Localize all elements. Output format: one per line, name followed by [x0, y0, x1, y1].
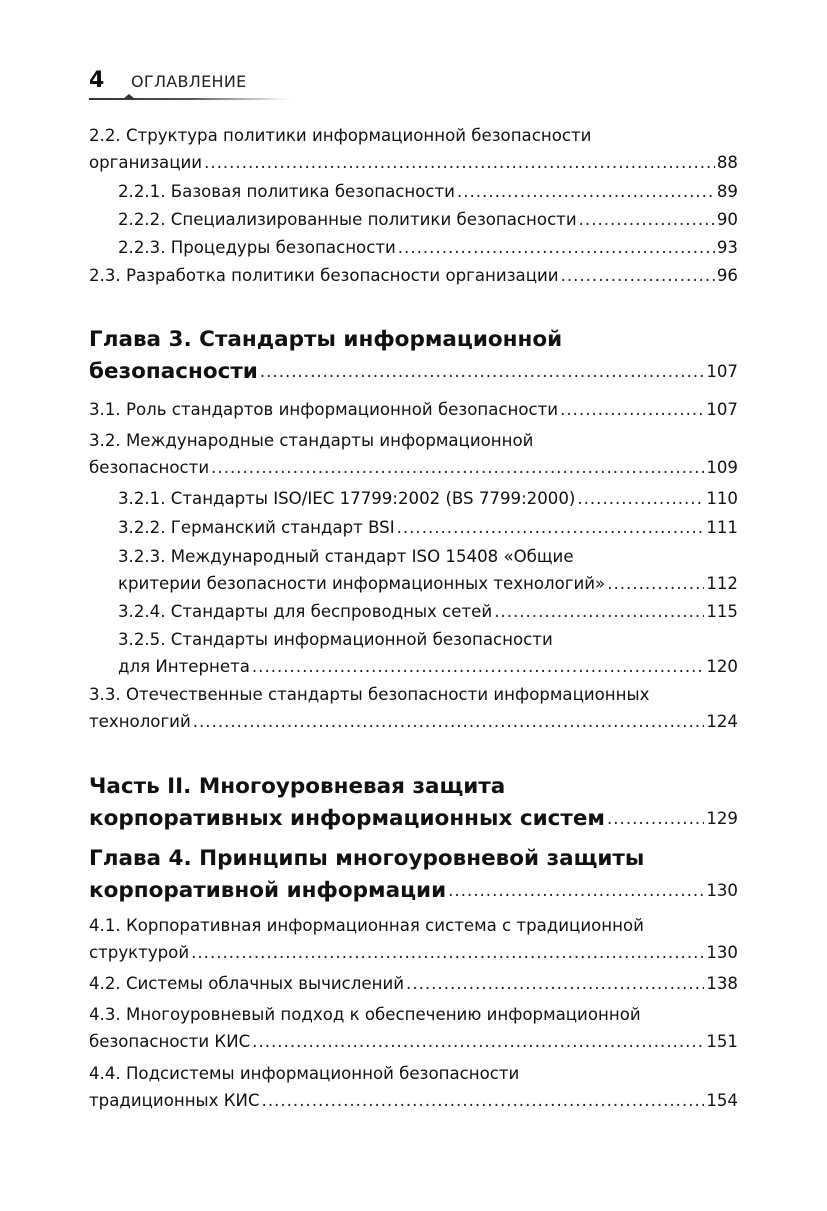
dot-leader — [457, 177, 715, 207]
dot-leader — [577, 484, 704, 514]
toc-entry-text: корпоративных информационных систем — [89, 806, 605, 831]
toc-entry-text: структурой — [89, 943, 190, 962]
toc-page-number: 112 — [706, 574, 738, 593]
header-rule — [89, 98, 289, 100]
dot-leader — [448, 874, 704, 908]
header-rule-notch — [123, 94, 135, 99]
toc-entry-text: безопасности — [89, 359, 258, 384]
toc-page-number: 130 — [706, 943, 738, 962]
toc-page-number: 138 — [706, 974, 738, 993]
running-header — [89, 66, 299, 106]
dot-leader — [607, 569, 704, 599]
toc-page-number: 88 — [716, 153, 738, 172]
toc-entry-text: 3.2.1. Стандарты ISO/IEC 17799:2002 (BS 7799:2000) — [118, 489, 576, 508]
toc-page-number: 109 — [706, 458, 738, 477]
toc-page-number: 111 — [706, 518, 738, 537]
toc-page-number: 130 — [706, 881, 738, 900]
toc-entry-text: 3.1. Роль стандартов информационной безопасности — [89, 400, 559, 419]
toc-entry-text: 4.1. Корпоративная информационная система с традиционной — [89, 916, 644, 935]
toc-entry-text: Глава 3. Стандарты информационной — [89, 327, 563, 352]
toc-entry-text: 3.2. Международные стандарты информационной — [89, 431, 534, 450]
toc-entry-text: 2.2.3. Процедуры безопасности — [118, 238, 396, 257]
toc-entry-text: 2.2.2. Специализированные политики безопасности — [118, 210, 577, 229]
toc-entry-text: 4.3. Многоуровневый подход к обеспечению информационной — [89, 1005, 641, 1024]
toc-entry-text: 2.2. Структура политики информационной безопасности — [89, 126, 592, 145]
toc-page-number: 96 — [716, 266, 738, 285]
toc-page-number: 124 — [706, 712, 738, 731]
toc-entry-text: 3.2.4. Стандарты для беспроводных сетей — [118, 602, 493, 621]
dot-leader — [262, 1086, 705, 1116]
dot-leader — [204, 148, 715, 178]
toc-page-number: 93 — [716, 238, 738, 257]
toc-entry-text: организации — [89, 153, 203, 172]
toc-page-number: 107 — [706, 362, 738, 381]
toc-entry-text: 2.3. Разработка политики безопасности организации — [89, 266, 559, 285]
dot-leader — [561, 261, 715, 291]
toc-entry-text: безопасности КИС — [89, 1032, 251, 1051]
dot-leader — [579, 205, 715, 235]
toc-entry-text: 4.2. Системы облачных вычислений — [89, 974, 405, 993]
dot-leader — [607, 802, 704, 836]
dot-leader — [406, 969, 704, 999]
dot-leader — [191, 938, 704, 968]
toc-page-number: 120 — [706, 657, 738, 676]
running-header-title: ОГЛАВЛЕНИЕ — [131, 72, 247, 91]
toc-page-number: 151 — [706, 1032, 738, 1051]
toc-entry-text: 3.2.2. Германский стандарт BSI — [118, 518, 395, 537]
toc-entry-text: 3.3. Отечественные стандарты безопасности информационных — [89, 685, 650, 704]
toc-page-number: 129 — [706, 809, 738, 828]
toc-page-number: 89 — [716, 182, 738, 201]
toc-entry-text: Часть II. Многоуровневая защита — [89, 774, 506, 799]
dot-leader — [494, 597, 704, 627]
dot-leader — [260, 355, 704, 389]
toc-entry-text: Глава 4. Принципы многоуровневой защиты — [89, 846, 645, 871]
toc-entry-text: 3.2.3. Международный стандарт ISO 15408 «Общие — [118, 547, 574, 566]
dot-leader — [252, 1027, 704, 1057]
toc-entry-text: традиционных КИС — [89, 1091, 260, 1110]
page-number: 4 — [89, 68, 105, 93]
dot-leader — [252, 652, 704, 682]
toc-entry-text: технологий — [89, 712, 191, 731]
toc-entry-text: для Интернета — [118, 657, 250, 676]
toc-entry-text: безопасности — [89, 458, 210, 477]
dot-leader — [193, 707, 705, 737]
dot-leader — [211, 453, 704, 483]
dot-leader — [398, 233, 715, 263]
toc-page-number: 154 — [706, 1091, 738, 1110]
toc-page-number: 115 — [706, 602, 738, 621]
toc-entry-text: критерии безопасности информационных технологий» — [118, 574, 606, 593]
toc-entry-text: 2.2.1. Базовая политика безопасности — [118, 182, 455, 201]
toc-page-number: 107 — [706, 400, 738, 419]
toc-entry-text: 4.4. Подсистемы информационной безопасности — [89, 1064, 520, 1083]
dot-leader — [397, 513, 705, 543]
toc-entry-text: корпоративной информации — [89, 878, 447, 903]
dot-leader — [560, 395, 704, 425]
toc-entry-text: 3.2.5. Стандарты информационной безопасности — [118, 630, 553, 649]
toc-page-number: 90 — [716, 210, 738, 229]
toc-page-number: 110 — [706, 489, 738, 508]
